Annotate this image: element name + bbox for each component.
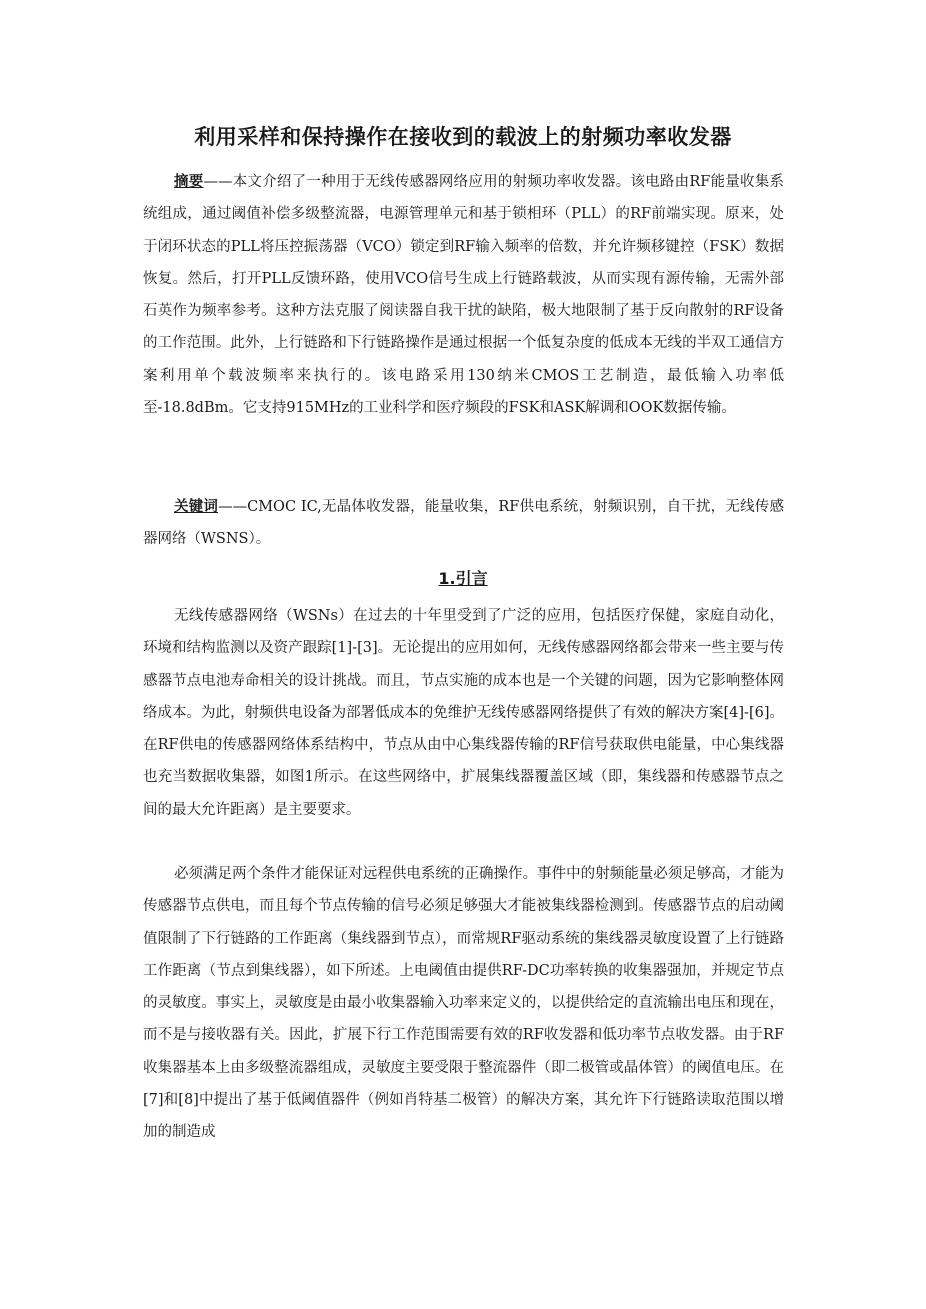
abstract-label: 摘要	[174, 174, 204, 190]
abstract-paragraph	[143, 166, 784, 424]
section-heading-introduction: 1.引言	[438, 569, 488, 588]
intro-paragraph-1: 无线传感器网络（WSNs）在过去的十年里受到了广泛的应用，包括医疗保健，家庭自动化，环境和结构监测以及资产跟踪[1]-[3]。无论提出的应用如何，无线传感器网络都会带来一些主要与传感器节点电池寿命相关的设计挑战。而且，节点实施的成本也是一个关键的问题，因为它影响整体网络成本。为此，射频供电设备为部署低成本的免维护无线传感器网络提供了有效的解决方案[4]-[6]。在RF供电的传感器网络体系结构中，节点从由中心集线器传输的RF信号获取供电能量，中心集线器也充当数据收集器，如图1所示。在这些网络中，扩展集线器覆盖区域（即，集线器和传感器节点之间的最大允许距离）是主要要求。	[143, 608, 784, 818]
keywords-label: 关键词	[174, 499, 219, 515]
keywords-text: ——CMOC IC,无晶体收发器，能量收集，RF供电系统，射频识别，自干扰，无线传感器网络（WSNS）。	[143, 499, 784, 548]
paper-title: 利用采样和保持操作在接收到的载波上的射频功率收发器	[194, 125, 732, 149]
abstract-text: ——本文介绍了一种用于无线传感器网络应用的射频功率收发器。该电路由RF能量收集系统组成，通过阈值补偿多级整流器，电源管理单元和基于锁相环（PLL）的RF前端实现。原来，处于闭环状态的PLL将压控振荡器（VCO）锁定到RF输入频率的倍数，并允许频移键控（FSK）数据恢复。然后，打开PLL反馈环路，使用VCO信号生成上行链路载波，从而实现有源传输，无需外部石英作为频率参考。这种方法克服了阅读器自我干扰的缺陷，极大地限制了基于反向散射的RF设备的工作范围。此外，上行链路和下行链路操作是通过根据一个低复杂度的低成本无线的半双工通信方案利用单个载波频率来执行的。该电路采用130纳米CMOS工艺制造，最低输入功率低至-18.8dBm。它支持915MHz的工业科学和医疗频段的FSK和ASK解调和OOK数据传输。	[143, 174, 784, 417]
intro-paragraph-2: 必须满足两个条件才能保证对远程供电系统的正确操作。事件中的射频能量必须足够高，才能为传感器节点供电，而且每个节点传输的信号必须足够强大才能被集线器检测到。传感器节点的启动阈值限制了下行链路的工作距离（集线器到节点），而常规RF驱动系统的集线器灵敏度设置了上行链路工作距离（节点到集线器），如下所述。上电阈值由提供RF-DC功率转换的收集器强加，并规定节点的灵敏度。事实上，灵敏度是由最小收集器输入功率来定义的，以提供给定的直流输出电压和现在，而不是与接收器有关。因此，扩展下行工作范围需要有效的RF收发器和低功率节点收发器。由于RF收集器基本上由多级整流器组成，灵敏度主要受限于整流器件（即二极管或晶体管）的阈值电压。在[7]和[8]中提出了基于低阈值器件（例如肖特基二极管）的解决方案，其允许下行链路读取范围以增加的制造成	[143, 866, 784, 1141]
keywords-paragraph	[143, 491, 784, 556]
